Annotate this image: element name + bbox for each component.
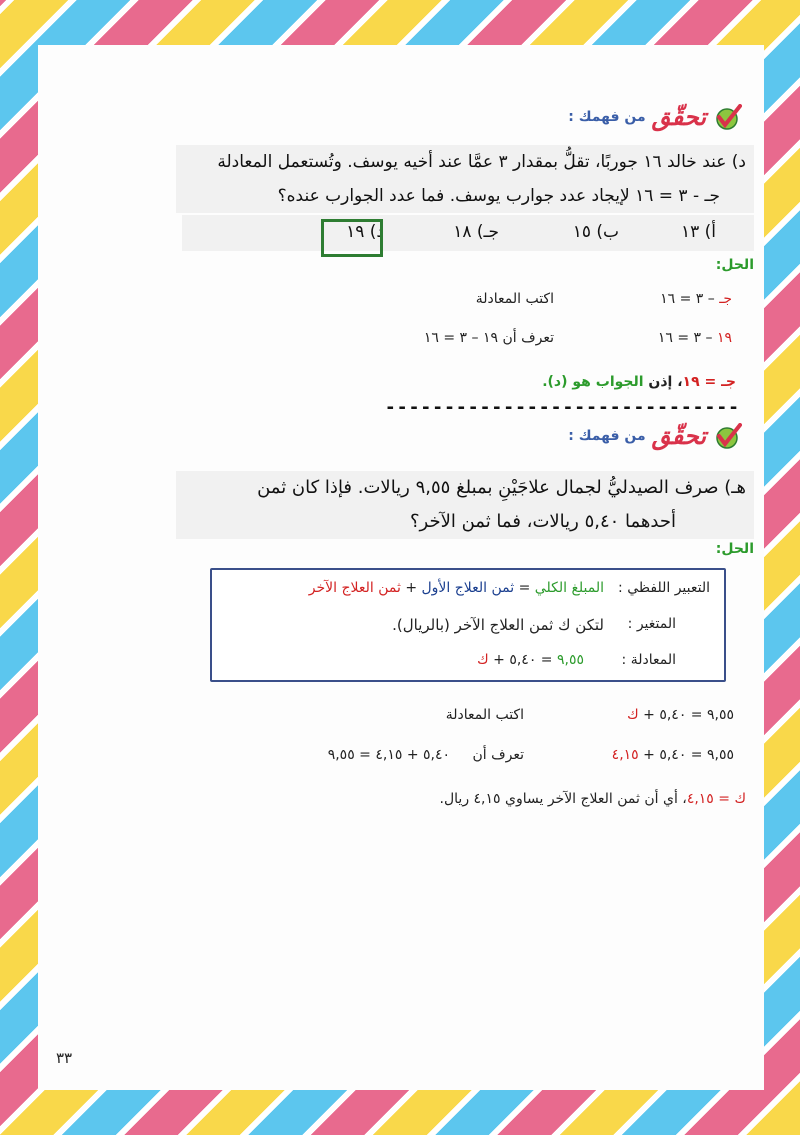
verbal-expression-label: التعبير اللفظي : xyxy=(618,580,710,596)
sol1-row1-equation: جـ – ٣ = ١٦ xyxy=(660,291,732,307)
check-title-word: تحقّق xyxy=(651,421,706,450)
variable-j: جـ xyxy=(719,291,732,307)
problem-d-choices xyxy=(182,215,754,251)
problem-h-line1: هـ) صرف الصيدليُّ لجمال علاجَيْنِ بمبلغ ٩,٥٥ ريالات. فإذا كان ثمن xyxy=(257,477,746,498)
problem-d xyxy=(176,145,754,213)
problem-d-line1: د) عند خالد ١٦ جوربًا، تقلُّ بمقدار ٣ عمَّا عند أخيه يوسف. وتُستعمل المعادلة xyxy=(217,152,746,172)
checkmark-icon xyxy=(712,104,742,130)
checkmark-icon xyxy=(712,423,742,449)
page xyxy=(38,45,764,1090)
choice-b: ب) ١٥ xyxy=(572,222,619,242)
check-title-sub: من فهمك : xyxy=(568,427,646,444)
verbal-expression: المبلغ الكلي = ثمن العلاج الأول + ثمن العلاج الآخر xyxy=(308,580,604,596)
equation-expression: ٩,٥٥ = ٥,٤٠ + ك xyxy=(477,652,584,668)
sol2-step1-note: اكتب المعادلة xyxy=(445,707,524,723)
variable-label: المتغير : xyxy=(627,616,676,632)
choice-a: أ) ١٣ xyxy=(680,222,716,242)
choice-d: د) ١٩ xyxy=(346,222,384,242)
sol1-row2-equation: ١٩ – ٣ = ١٦ xyxy=(657,330,732,346)
sol2-step2-note: تعرف أن ٥,٤٠ + ٤,١٥ = ٩,٥٥ xyxy=(327,747,524,763)
sol2-step1-equation: ٩,٥٥ = ٥,٤٠ + ك xyxy=(627,707,734,723)
sol1-final: جـ = ١٩، إذن الجواب هو (د). xyxy=(542,374,736,390)
variable-text: لتكن ك ثمن العلاج الآخر (بالريال). xyxy=(392,616,604,634)
divider: ------------------------------ xyxy=(384,397,740,418)
sol2-final: ك = ٤,١٥، أي أن ثمن العلاج الآخر يساوي ٤,١٥ ريال. xyxy=(439,791,746,807)
solution-label-1: الحل: xyxy=(715,257,754,273)
page-number: ٣٣ xyxy=(56,1049,73,1067)
problem-h xyxy=(176,471,754,539)
check-title-sub: من فهمك : xyxy=(568,108,646,125)
check-understanding-header-2 xyxy=(568,421,742,450)
choice-c: جـ) ١٨ xyxy=(453,222,499,242)
problem-d-line2: جـ - ٣ = ١٦ لإيجاد عدد جوارب يوسف. فما عدد الجوارب عنده؟ xyxy=(277,186,720,206)
sol1-row1-note: اكتب المعادلة xyxy=(475,291,554,307)
sol2-step2-equation: ٩,٥٥ = ٥,٤٠ + ٤,١٥ xyxy=(611,747,734,763)
correct-answer-box xyxy=(321,219,383,257)
solution-label-2: الحل: xyxy=(715,541,754,557)
check-understanding-header xyxy=(568,102,742,131)
sol1-row2-note: تعرف أن ١٩ – ٣ = ١٦ xyxy=(423,330,554,346)
definition-box xyxy=(210,568,726,682)
check-title-word: تحقّق xyxy=(651,102,706,131)
equation-label: المعادلة : xyxy=(621,652,676,668)
problem-h-line2: أحدهما ٥,٤٠ ريالات، فما ثمن الآخر؟ xyxy=(409,511,676,532)
